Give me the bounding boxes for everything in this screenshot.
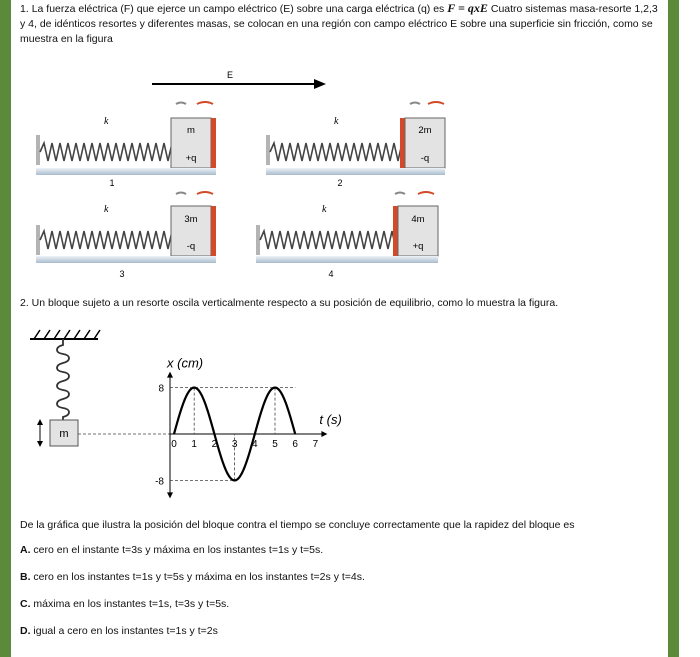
question-2-statement: 2. Un bloque sujeto a un resorte oscila verticalmente respecto a su posición de equilibrio, como lo muestra la figura. [20,297,559,309]
floor [36,256,216,263]
x-tick-label: 4 [252,439,258,450]
option-text: cero en los instantes t=1s y t=5s y máxima en los instantes t=2s y t=4s. [30,571,365,583]
position-time-chart [155,356,342,499]
vertical-spring [57,339,69,420]
y-tick-label: -8 [155,476,164,488]
wall [36,225,40,255]
spring-constant: k [334,116,339,127]
y-tick-label: 8 [158,383,164,395]
system-2 [266,102,445,188]
option-letter: D. [20,625,31,637]
block-charge: +q [412,241,424,252]
x-axis-label: t (s) [319,412,342,427]
block-mass: m [187,125,195,136]
answer-option[interactable] [20,570,365,585]
spring-constant: k [322,204,327,215]
floor [36,168,216,175]
option-letter: A. [20,544,31,556]
option-text: cero en el instante t=3s y máxima en los instantes t=1s y t=5s. [30,544,324,556]
decor-mark [176,103,186,105]
x-tick-label: 5 [272,439,278,450]
spring [40,231,184,249]
x-tick-label: 7 [312,439,319,450]
x-tick-label: 6 [292,439,298,450]
answer-option[interactable] [20,624,218,639]
formula-qxe: qxE [467,1,488,15]
block-mass: 3m [184,214,198,225]
decor-mark [176,193,186,195]
formula-equals: = [458,1,465,15]
decor-mark [410,103,420,105]
decor-mark [418,192,434,194]
block-charge: +q [185,153,197,164]
block-mass: 2m [418,125,432,136]
system-number: 1 [109,178,115,188]
answer-option[interactable] [20,543,323,558]
decor-mark [197,102,213,104]
hanging-block-label: m [59,428,69,440]
system-number: 2 [337,178,343,188]
answer-option[interactable] [20,597,229,612]
electric-field-arrow [152,79,326,89]
option-letter: B. [20,571,31,583]
question-1-intro: La fuerza eléctrica (F) que ejerce un campo eléctrico (E) sobre una carga eléctrica (q) es [31,3,445,15]
oscillation-figure [0,325,700,510]
option-text: igual a cero en los instantes t=1s y t=2s [30,625,218,637]
option-letter: C. [20,598,31,610]
system-number: 3 [119,269,125,279]
wall [36,135,40,165]
system-4 [256,192,438,279]
x-tick-label: 0 [171,439,177,450]
block-charge: -q [186,241,196,252]
floor [266,168,445,175]
block-mass: 4m [411,214,425,225]
ceiling [30,330,100,339]
mass-spring-figure [0,0,700,300]
system-number: 4 [328,269,334,279]
x-axis-arrow [321,431,327,437]
question-1-number: 1. [20,3,29,15]
x-tick-label: 2 [211,439,218,450]
spring-constant: k [104,116,109,127]
decor-mark [428,102,444,104]
spring [260,231,412,249]
block-charge: -q [420,153,430,164]
charged-plate [400,118,405,168]
field-label: E [226,70,234,80]
system-3 [36,192,216,279]
charged-plate [211,118,216,168]
decor-mark [395,193,405,195]
y-axis-label: x (cm) [167,355,204,371]
wall [266,135,270,165]
spring-constant: k [104,204,109,215]
formula-f: F [447,1,456,15]
option-text: máxima en los instantes t=1s, t=3s y t=5s. [30,598,230,610]
y-axis-arrow-up [167,372,173,378]
spring [40,143,184,161]
x-tick-label: 1 [191,439,197,450]
charged-plate [393,206,398,256]
question-2-prompt: De la gráfica que ilustra la posición del bloque contra el tiempo se concluye correctamente que la rapidez del bloque es [20,519,575,531]
spring [270,143,422,161]
question-1-description: Cuatro sistemas masa-resorte 1,2,3 y 4, de idénticos resortes y diferentes masas, se colocan en una región con campo eléctrico E sobre una superficie sin fricción, como se muestra en la figura [20,3,658,45]
y-axis-arrow-down [167,492,173,498]
charged-plate [211,206,216,256]
wall [256,225,260,255]
decor-mark [197,192,213,194]
floor [256,256,438,263]
system-1 [36,102,216,188]
amplitude-arrow [37,419,43,447]
x-tick-label: 3 [231,439,238,450]
